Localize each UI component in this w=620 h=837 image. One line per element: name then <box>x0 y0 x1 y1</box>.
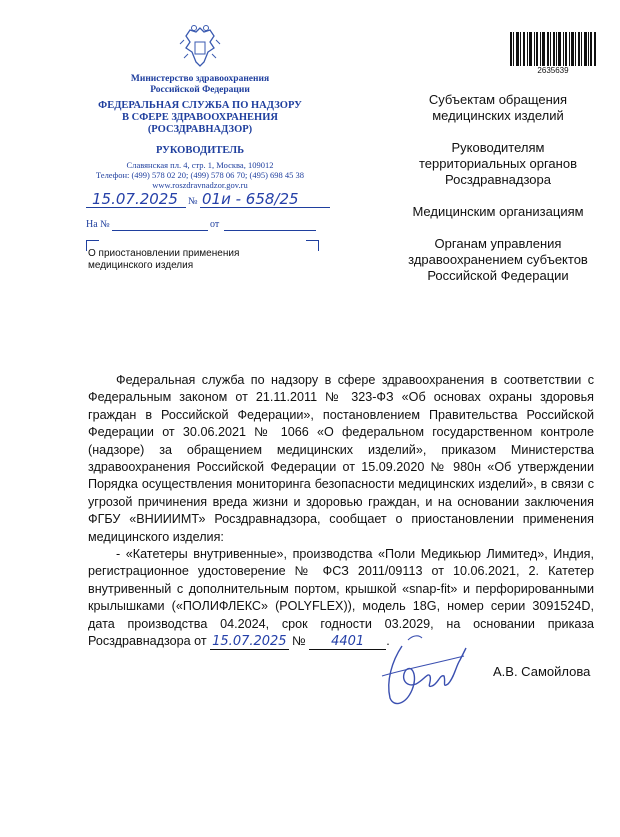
ministry-line: Российской Федерации <box>150 85 250 95</box>
body-paragraph-text: - «Катетеры внутривенные», производства «Поли Медикьюр Лимитед», Индия, регистрационное удостоверение № ФСЗ 2011/09113 от 10.06.2021, 2. Катетер внутривенный с дополнительным портом, крышкой «snap-fit» и перфорированными крылышками («ПОЛИФЛЕКС» (POLYFLEX)), модель 18G, номер серии 3091524D, дата производства 04.2024, срок годности 03.2029, на основании приказа Росздравнадзора от <box>88 547 594 649</box>
recipient: Субъектам обращения медицинских изделий <box>428 92 568 123</box>
recipient: Руководителям территориальных органов Росздравнадзора <box>419 140 577 187</box>
reply-number-line <box>112 230 208 231</box>
address-line: Телефон: (499) 578 02 20; (499) 578 06 70; (495) 698 45 38 <box>95 170 305 180</box>
number-label: № <box>188 196 198 207</box>
from-label: от <box>210 219 220 230</box>
barcode-number: 2635639 <box>537 66 569 75</box>
recipient: Медицинским организациям <box>412 204 584 219</box>
subject-bracket-right <box>306 240 319 251</box>
registration-date: 15.07.2025 <box>92 190 178 208</box>
letter-body <box>88 372 594 651</box>
ministry-name <box>60 74 340 96</box>
ministry-line: Министерство здравоохранения <box>130 74 270 84</box>
address-block <box>60 160 340 190</box>
head-title: РУКОВОДИТЕЛЬ <box>155 145 245 156</box>
recipients-block <box>398 92 598 300</box>
service-line: В СФЕРЕ ЗДРАВООХРАНЕНИЯ <box>122 112 278 123</box>
service-line: (РОСЗДРАВНАДЗОР) <box>147 124 253 135</box>
barcode <box>510 32 596 66</box>
body-paragraph-2 <box>88 546 594 650</box>
order-number-label: № <box>292 634 306 649</box>
body-paragraph: Федеральная служба по надзору в сфере здравоохранения в соответствии с Федеральным законом от 21.11.2011 № 323-ФЗ «Об основах охраны здоровья граждан в Российской Федерации», постановлением Правительства Российской Федерации от 30.06.2021 № 1066 «О федеральном государственном контроле (надзоре) за обращением медицинских изделий», приказом Министерства здравоохранения Российской Федерации от 15.09.2020 № 980н «Об утверждении Порядка осуществления мониторинга безопасности медицинских изделий», в связи с угрозой причинения вреда жизни и здоровью граждан, и на основании заключения ФГБУ «ВНИИИМТ» Росздравнадзора, сообщает о приостановлении применения медицинского изделия: <box>88 373 594 544</box>
address-line: Славянская пл. 4, стр. 1, Москва, 109012 <box>126 160 274 170</box>
handwritten-signature <box>372 626 482 716</box>
reply-date-line <box>224 230 316 231</box>
body-end: . <box>386 634 390 649</box>
coat-of-arms-emblem <box>176 22 224 70</box>
registration-number: 01и - 658/25 <box>202 190 299 208</box>
recipient: Органам управления здравоохранением субъектов Российской Федерации <box>408 236 588 283</box>
reply-label: На № <box>86 219 110 230</box>
order-number: 4401 <box>309 634 386 650</box>
service-name <box>60 100 340 136</box>
service-line: ФЕДЕРАЛЬНАЯ СЛУЖБА ПО НАДЗОРУ <box>98 100 302 111</box>
signatory-name: А.В. Самойлова <box>493 664 591 679</box>
address-line: www.roszdravnadzor.gov.ru <box>152 180 248 190</box>
order-date: 15.07.2025 <box>212 634 287 650</box>
subject: О приостановлении применения медицинского изделия <box>88 248 240 271</box>
